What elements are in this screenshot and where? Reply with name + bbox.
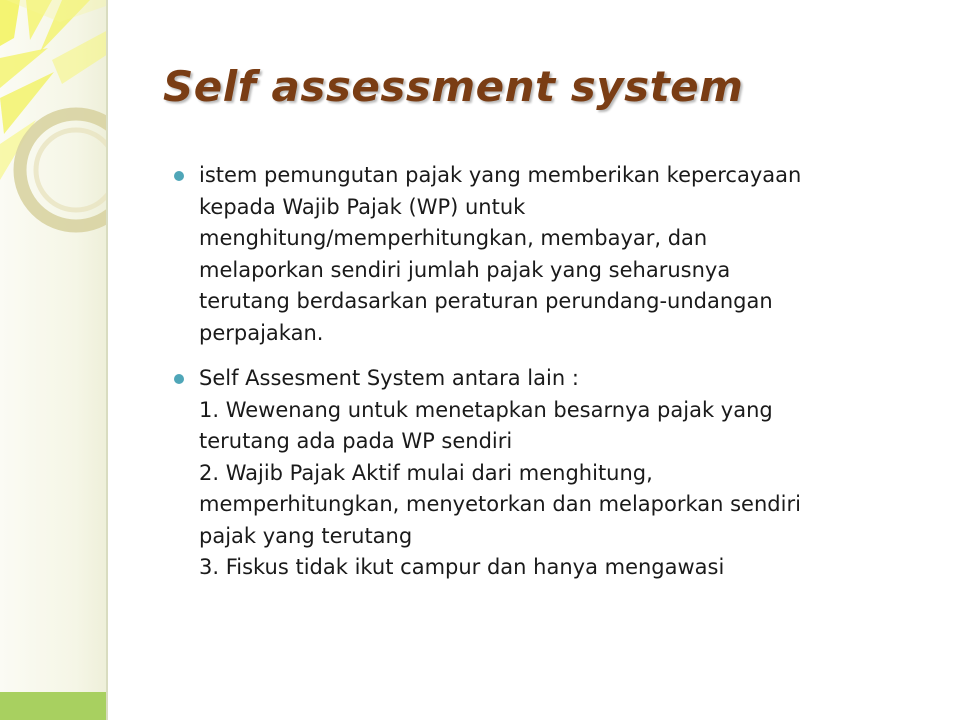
text-line: 1. Wewenang untuk menetapkan besarnya pajak yang xyxy=(199,397,773,422)
text-line: memperhitungkan, menyetorkan dan melaporkan sendiri xyxy=(199,492,801,516)
text-line: menghitung/memperhitungkan, membayar, dan xyxy=(199,226,708,250)
round-bullet-icon xyxy=(174,171,184,181)
ring-icon xyxy=(20,114,108,226)
sun-decoration xyxy=(0,0,108,720)
panel-divider xyxy=(106,0,108,720)
slide-content xyxy=(174,160,914,598)
text-line: kepada Wajib Pajak (WP) untuk xyxy=(199,194,526,219)
text-line: melaporkan sendiri jumlah pajak yang seharusnya xyxy=(199,257,731,282)
text-line: Self Assesment System antara lain : xyxy=(199,366,579,390)
decorative-side-panel xyxy=(0,0,108,720)
text-line: 3. Fiskus tidak ikut campur dan hanya mengawasi xyxy=(199,555,725,579)
bullet-item-definition xyxy=(174,160,914,349)
text-line: terutang ada pada WP sendiri xyxy=(199,429,513,453)
text-line: istem pemungutan pajak yang memberikan kepercayaan xyxy=(199,163,802,187)
slide-title: Self assessment system xyxy=(163,62,744,111)
text-line: perpajakan. xyxy=(199,320,324,345)
green-accent-bar xyxy=(0,692,108,720)
text-line: terutang berdasarkan peraturan perundang-undangan xyxy=(199,289,773,313)
text-line: pajak yang terutang xyxy=(199,523,413,548)
text-line: 2. Wajib Pajak Aktif mulai dari menghitung, xyxy=(199,460,653,485)
round-bullet-icon xyxy=(174,374,184,384)
bullet-item-characteristics xyxy=(174,363,914,584)
